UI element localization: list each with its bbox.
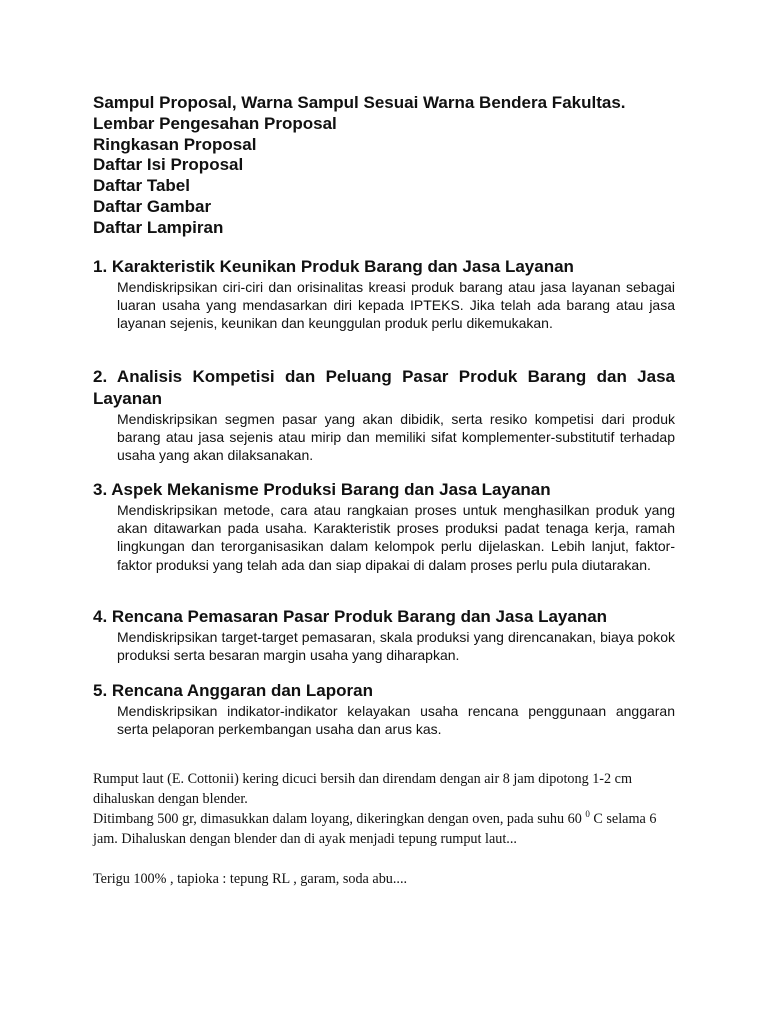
section-2 (93, 366, 675, 465)
section-1 (93, 256, 675, 333)
section-title: Aspek Mekanisme Produksi Barang dan Jasa Layanan (111, 480, 551, 499)
degree-superscript: 0 (585, 809, 590, 819)
note-paragraph: Rumput laut (E. Cottonii) kering dicuci bersih dan direndam dengan air 8 jam dipotong 1-2 cm dihaluskan dengan blender. (93, 771, 633, 807)
note-paragraph (93, 809, 675, 849)
section-3 (93, 479, 675, 574)
section-title: Rencana Pemasaran Pasar Produk Barang dan Jasa Layanan (111, 607, 608, 626)
section-4 (93, 606, 675, 664)
front-matter-list (93, 93, 626, 239)
section-5 (93, 680, 675, 738)
section-title: Analisis Kompetisi dan Peluang Pasar Produk Barang dan Jasa Layanan (93, 367, 676, 408)
section-body: Mendiskripsikan ciri-ciri dan orisinalitas kreasi produk barang atau jasa layanan sebagai luaran usaha yang mendasarkan diri kepada IPTEKS. Jika telah ada barang atau jasa layanan sejenis, keunikan dan keunggulan produk perlu dikemukakan. (117, 279, 675, 332)
section-heading (93, 366, 675, 410)
section-title: Karakteristik Keunikan Produk Barang dan Jasa Layanan (111, 257, 574, 276)
section-heading (93, 479, 675, 501)
front-matter-item: Daftar Isi Proposal (93, 155, 244, 175)
section-body: Mendiskripsikan metode, cara atau rangkaian proses untuk menghasilkan produk yang akan ditawarkan pada usaha. Karakteristik proses produksi padat tenaga kerja, ramah lingkungan dan terorganisasikan dalam kelompok perlu dijelaskan. Lebih lanjut, faktor-faktor produksi yang telah ada dan siap dipakai di dalam proses perlu pula diutarakan. (117, 502, 675, 573)
front-matter-item: Sampul Proposal, Warna Sampul Sesuai Warna Bendera Fakultas. (93, 93, 626, 112)
section-number: 1. (93, 257, 108, 276)
section-number: 2. (93, 367, 108, 386)
front-matter-item: Ringkasan Proposal (93, 134, 257, 154)
notes-block (93, 769, 675, 889)
front-matter-item: Lembar Pengesahan Proposal (93, 113, 337, 133)
section-number: 5. (93, 681, 108, 700)
note-text: C selama 6 jam. Dihaluskan dengan blender dan di ayak menjadi tepung rumput laut... (93, 811, 657, 847)
note-paragraph: Terigu 100% , tapioka : tepung RL , garam, soda abu.... (93, 871, 408, 887)
section-number: 4. (93, 607, 108, 626)
note-text: Ditimbang 500 gr, dimasukkan dalam loyang, dikeringkan dengan oven, pada suhu 60 (93, 811, 586, 827)
section-heading (93, 680, 675, 702)
section-heading (93, 256, 675, 278)
front-matter-item: Daftar Lampiran (93, 217, 224, 237)
section-body: Mendiskripsikan segmen pasar yang akan dibidik, serta resiko kompetisi dari produk barang atau jasa sejenis atau mirip dan memiliki sifat komplementer-substitutif terhadap usaha yang akan dilaksanakan. (117, 411, 675, 464)
section-title: Rencana Anggaran dan Laporan (111, 681, 373, 700)
section-heading (93, 606, 675, 628)
front-matter-item: Daftar Gambar (93, 196, 212, 216)
section-body: Mendiskripsikan indikator-indikator kelayakan usaha rencana penggunaan anggaran serta pelaporan perkembangan usaha dan arus kas. (117, 703, 675, 738)
front-matter-item: Daftar Tabel (93, 176, 190, 196)
section-number: 3. (93, 480, 108, 499)
section-body: Mendiskripsikan target-target pemasaran, skala produksi yang direncanakan, biaya pokok produksi serta besaran margin usaha yang diharapkan. (117, 629, 675, 664)
